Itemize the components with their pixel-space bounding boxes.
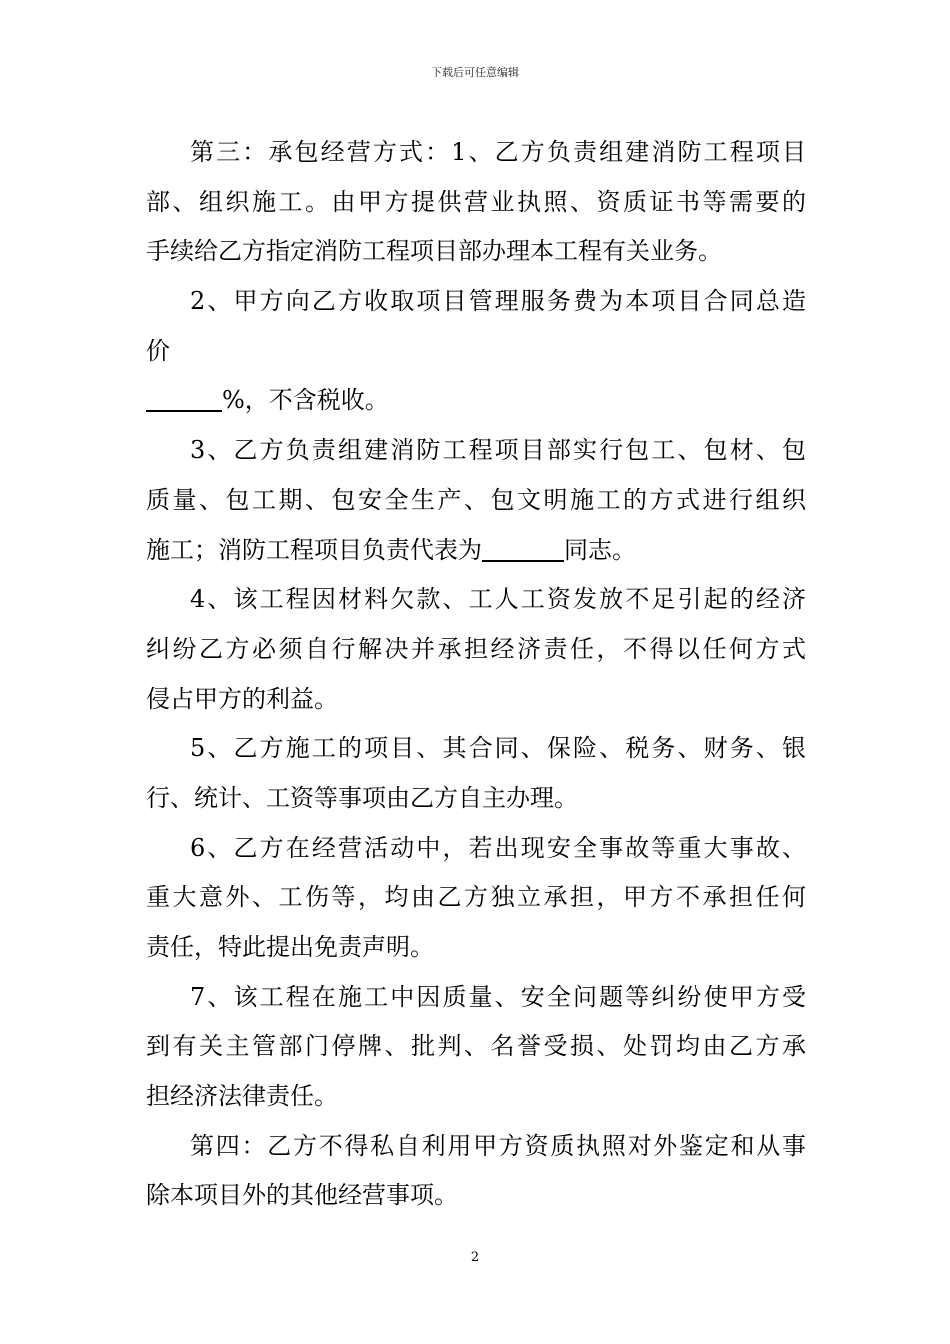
page-number: 2 xyxy=(470,1250,480,1265)
item-7-line-2: 到有关主管部门停牌、批判、名誉受损、处罚均由乙方承 xyxy=(146,1032,806,1061)
paragraph-3-line-3: 手续给乙方指定消防工程项目部办理本工程有关业务。 xyxy=(146,237,722,266)
item-7-line-1: 7、该工程在施工中因质量、安全问题等纠纷使甲方受 xyxy=(190,982,806,1011)
paragraph-4-line-2: 除本项目外的其他经营事项。 xyxy=(146,1181,458,1210)
item-3-line-3-suffix: 同志。 xyxy=(564,535,636,564)
item-2-line-1: 2、甲方向乙方收取项目管理服务费为本项目合同总造 xyxy=(190,287,806,316)
representative-blank xyxy=(482,530,564,562)
page-header: 下载后可任意编辑 xyxy=(431,66,519,79)
item-6-line-1: 6、乙方在经营活动中，若出现安全事故等重大事故、 xyxy=(190,833,806,862)
item-2-line-3-text: %，不含税收。 xyxy=(222,386,389,415)
item-6-line-2: 重大意外、工伤等，均由乙方独立承担，甲方不承担任何 xyxy=(146,883,806,912)
item-4-line-2: 纠纷乙方必须自行解决并承担经济责任，不得以任何方式 xyxy=(146,634,806,663)
item-2-line-3 xyxy=(146,376,806,426)
item-5-line-2: 行、统计、工资等事项由乙方自主办理。 xyxy=(146,783,578,812)
item-3-line-3 xyxy=(146,526,806,576)
item-7-line-3: 担经济法律责任。 xyxy=(146,1082,338,1111)
item-3-line-1: 3、乙方负责组建消防工程项目部实行包工、包材、包 xyxy=(190,436,806,465)
paragraph-3-line-1: 第三：承包经营方式：1、乙方负责组建消防工程项目 xyxy=(190,138,806,166)
percentage-blank xyxy=(146,380,222,412)
item-2-line-2: 价 xyxy=(146,336,170,365)
item-4-line-1: 4、该工程因材料欠款、工人工资发放不足引起的经济 xyxy=(190,585,806,614)
item-6-line-3: 责任，特此提出免责声明。 xyxy=(146,933,434,961)
item-5-line-1: 5、乙方施工的项目、其合同、保险、税务、财务、银 xyxy=(190,734,806,763)
item-4-line-3: 侵占甲方的利益。 xyxy=(146,684,338,713)
paragraph-4-line-1: 第四：乙方不得私自利用甲方资质执照对外鉴定和从事 xyxy=(190,1131,806,1160)
paragraph-3-line-2: 部、组织施工。由甲方提供营业执照、资质证书等需要的 xyxy=(146,187,806,216)
document-body xyxy=(146,128,806,1221)
item-3-line-2: 质量、包工期、包安全生产、包文明施工的方式进行组织 xyxy=(146,485,806,514)
item-3-line-3-text: 施工；消防工程项目负责代表为 xyxy=(146,535,482,564)
